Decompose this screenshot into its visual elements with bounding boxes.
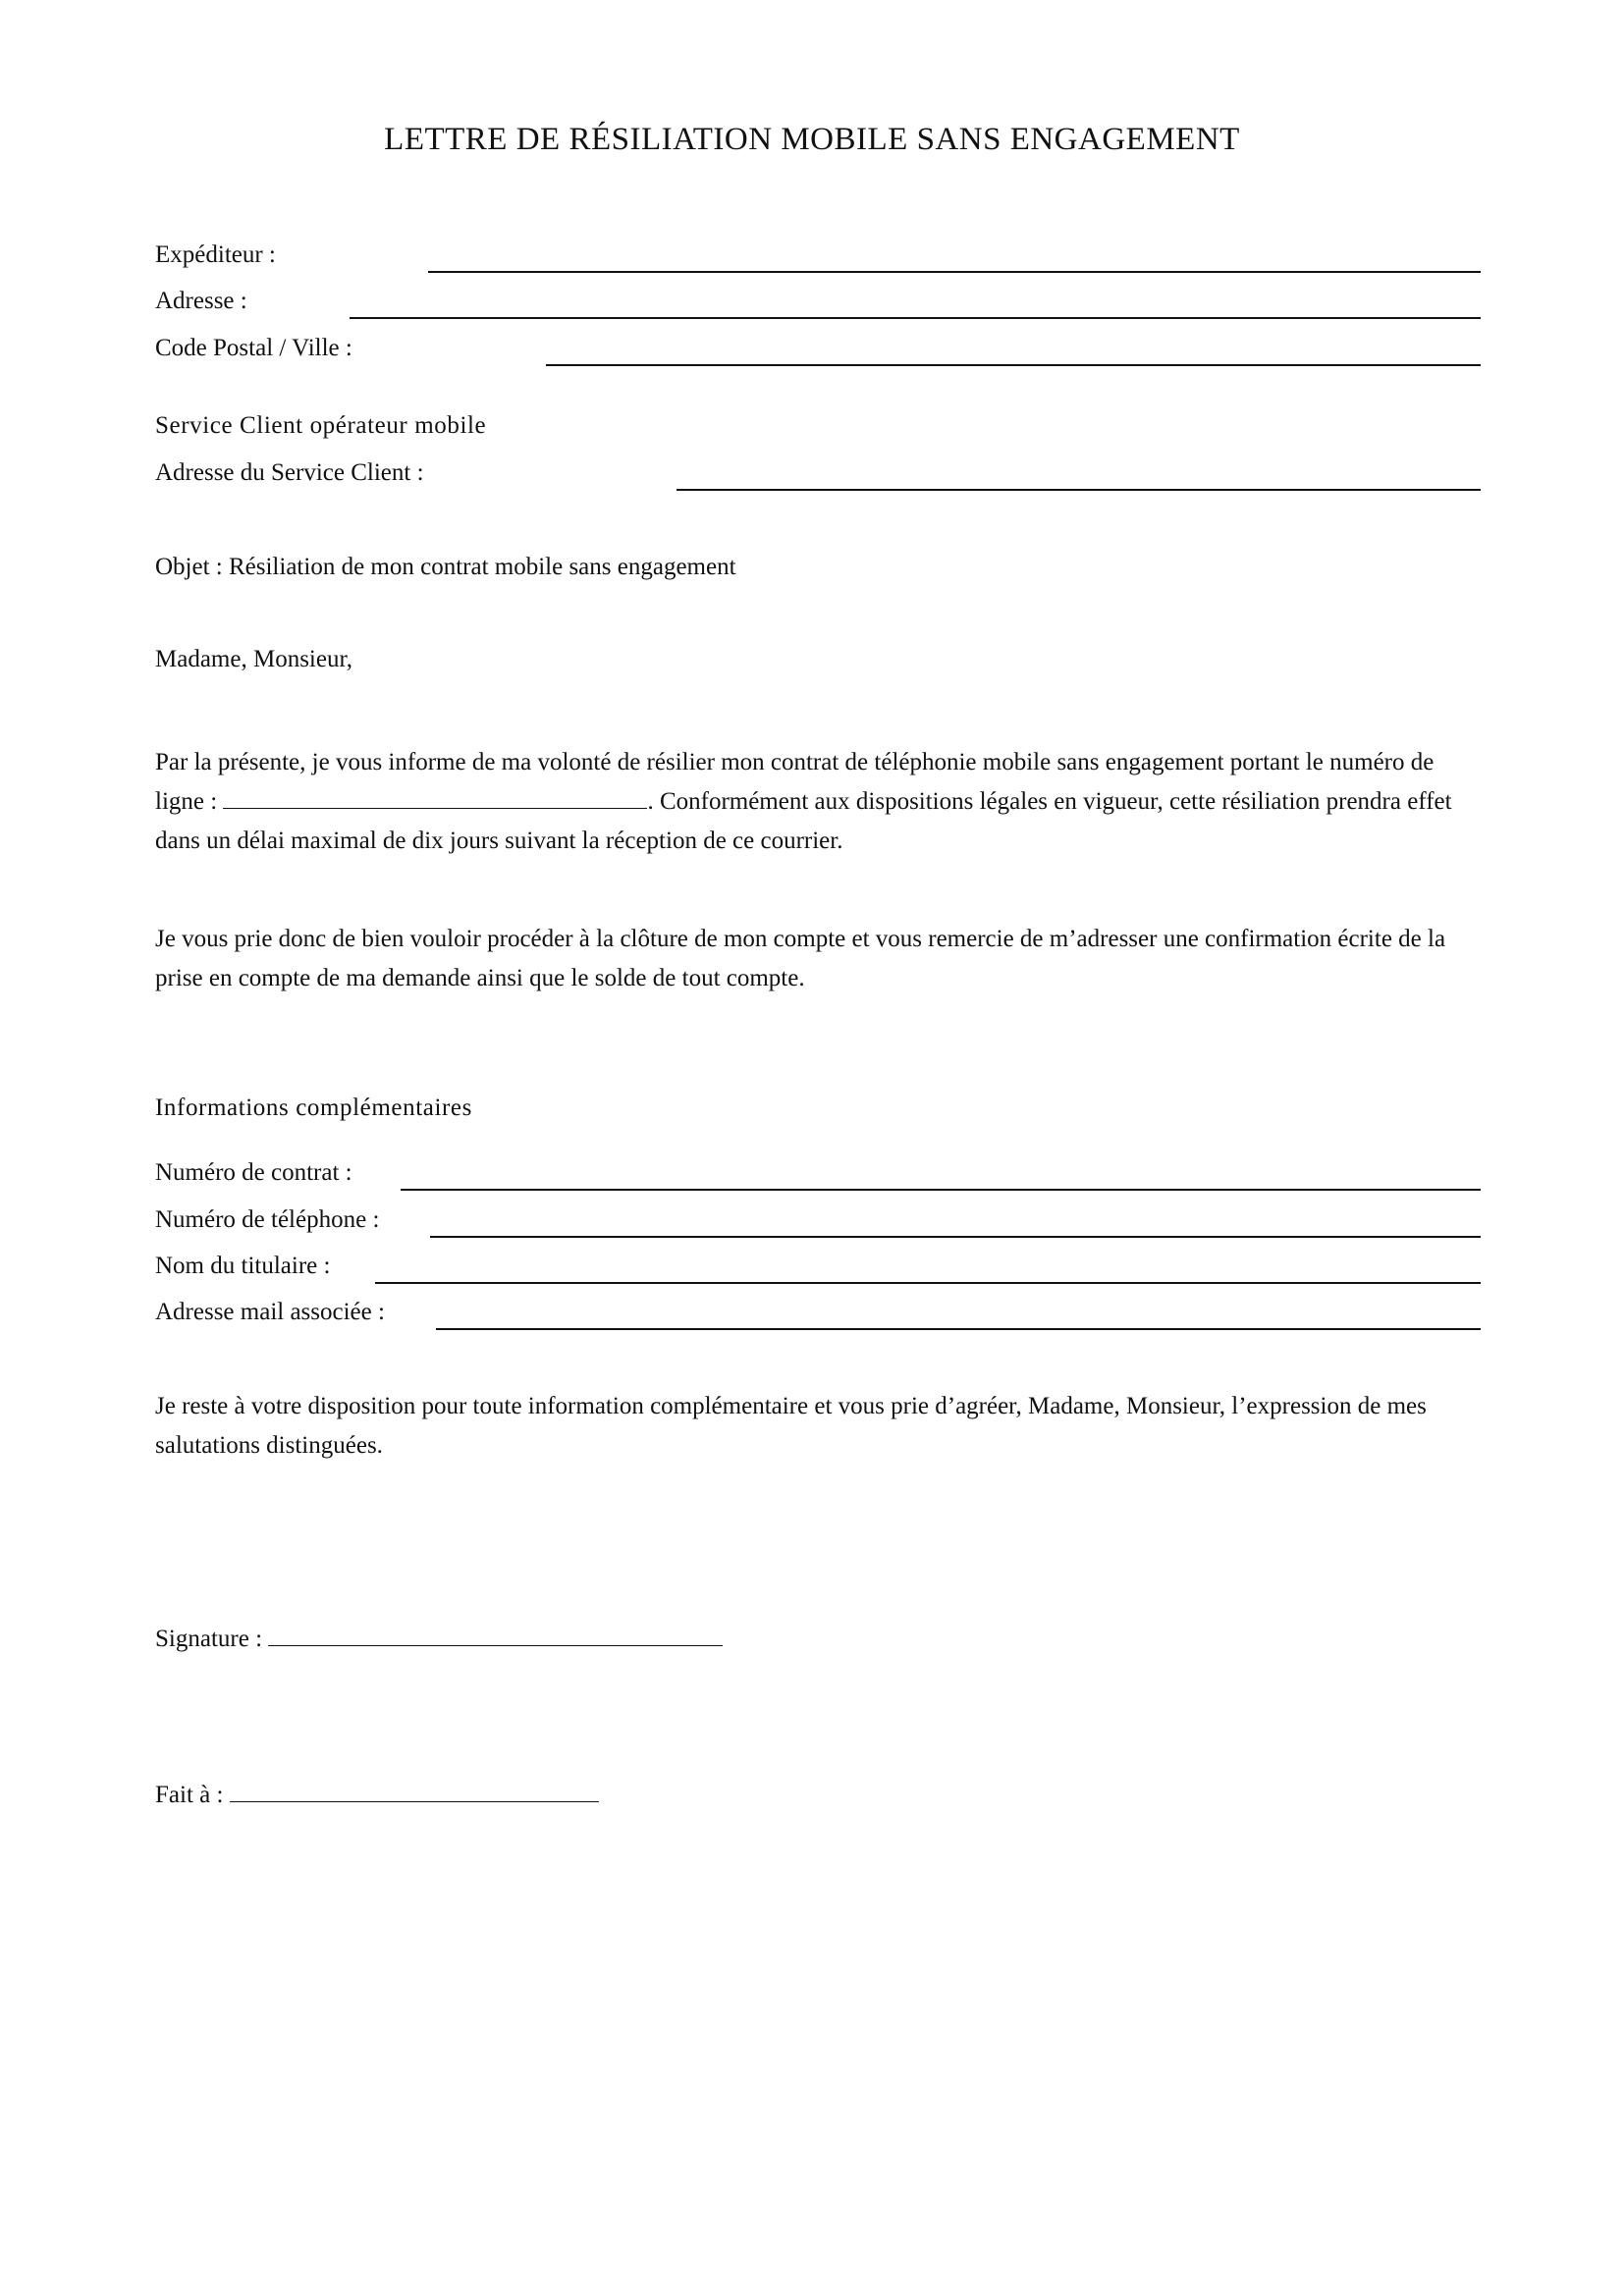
nom-titulaire-field[interactable] (375, 1282, 1481, 1284)
code-postal-ville-label: Code Postal / Ville : (155, 335, 352, 361)
paragraph-resiliation-part2: . Conformément aux dispositions légales en vigueur, cette résiliation prendra effet dans un délai maximal de dix jours suivant la réception de ce courrier. (155, 788, 1452, 854)
nom-titulaire-label: Nom du titulaire : (155, 1253, 331, 1279)
fait-a-label: Fait à : (155, 1782, 230, 1808)
signature-line (155, 1625, 723, 1654)
service-client-label: Service Client opérateur mobile (155, 412, 487, 439)
adresse-service-client-label: Adresse du Service Client : (155, 459, 424, 486)
adresse-mail-label: Adresse mail associée : (155, 1299, 385, 1325)
info-heading: Informations complémentaires (155, 1095, 472, 1121)
numero-telephone-field[interactable] (430, 1236, 1481, 1238)
fait-a-line (155, 1781, 599, 1810)
numero-telephone-label: Numéro de téléphone : (155, 1206, 380, 1233)
numero-de-ligne-field[interactable] (223, 788, 647, 809)
expediteur-field[interactable] (428, 271, 1481, 273)
fait-a-field[interactable] (230, 1782, 599, 1802)
objet-line: Objet : Résiliation de mon contrat mobile sans engagement (155, 554, 736, 580)
adresse-field[interactable] (350, 317, 1481, 319)
adresse-label: Adresse : (155, 288, 247, 314)
document-title: LETTRE DE RÉSILIATION MOBILE SANS ENGAGEMENT (384, 122, 1240, 157)
numero-contrat-label: Numéro de contrat : (155, 1159, 352, 1186)
paragraph-resiliation (155, 743, 1481, 861)
paragraph-cloture: Je vous prie donc de bien vouloir procéder à la clôture de mon compte et vous remercie de m’adresser une confirmation écrite de la prise en compte de ma demande ainsi que le solde de tout compte. (155, 926, 1446, 991)
adresse-mail-field[interactable] (436, 1328, 1481, 1330)
code-postal-ville-field[interactable] (546, 364, 1481, 366)
numero-contrat-field[interactable] (401, 1189, 1481, 1191)
paragraph-resiliation-part1: Par la présente, je vous informe de ma volonté de résilier mon contrat de téléphonie mobile sans engagement portant le numéro de ligne : (155, 749, 1435, 815)
signature-field[interactable] (268, 1626, 723, 1646)
adresse-service-client-field[interactable] (677, 489, 1481, 491)
salutation: Madame, Monsieur, (155, 646, 353, 672)
expediteur-label: Expéditeur : (155, 241, 276, 268)
signature-label: Signature : (155, 1626, 269, 1652)
closing-paragraph: Je reste à votre disposition pour toute information complémentaire et vous prie d’agréer, Madame, Monsieur, l’expression de mes salutations distinguées. (155, 1393, 1427, 1459)
